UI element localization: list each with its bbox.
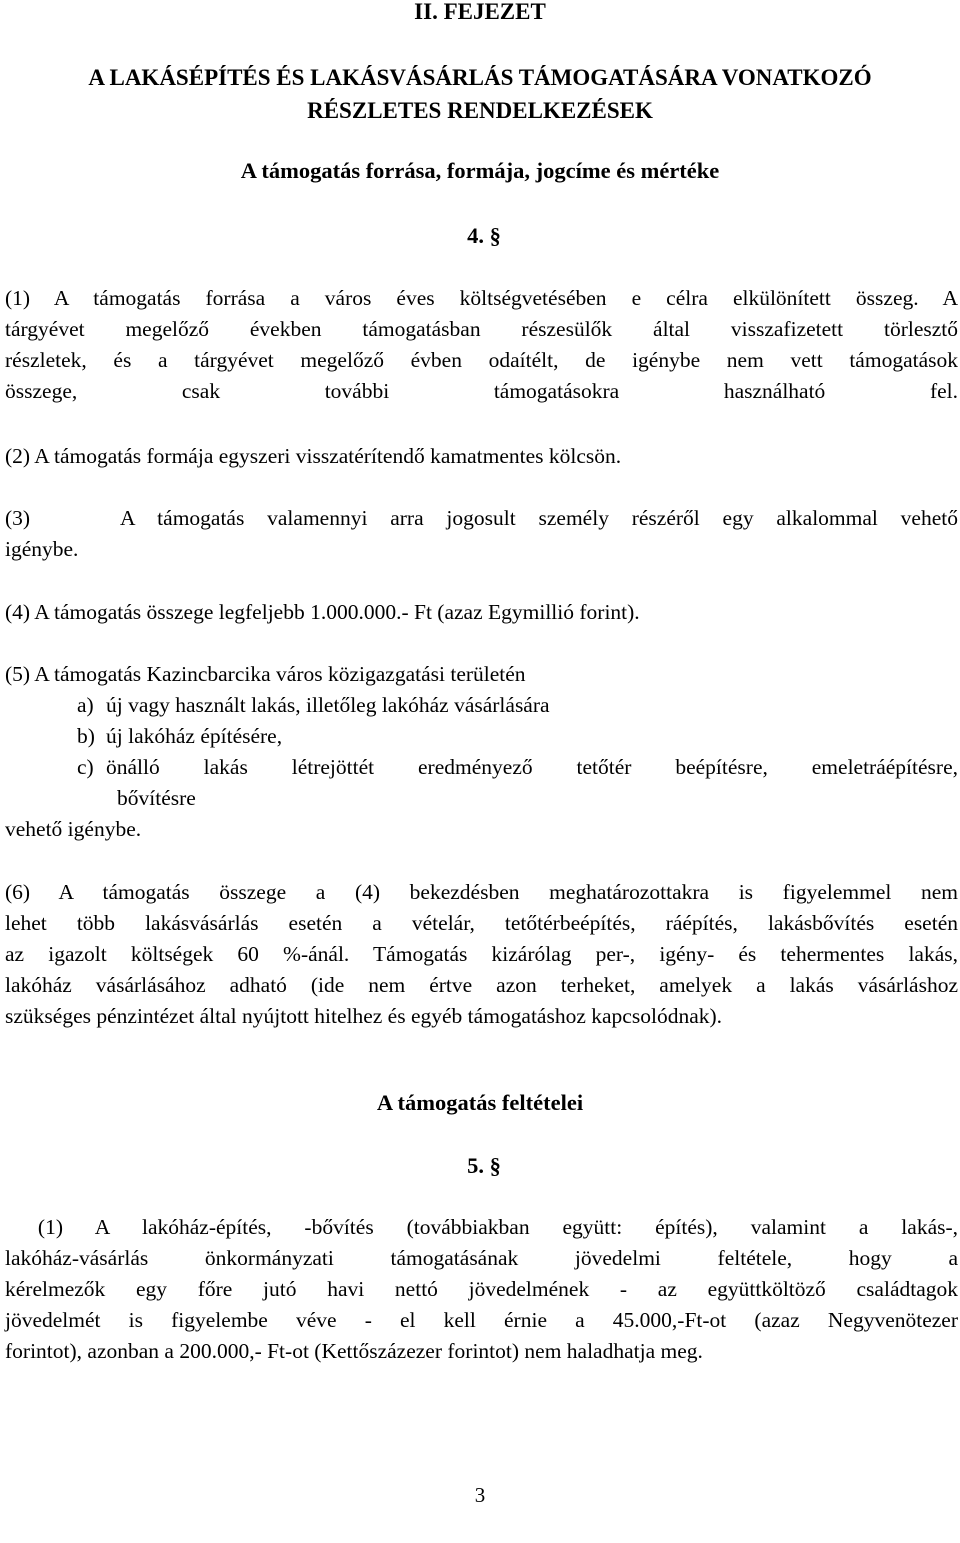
s4p5-outro: vehető igénybe. [5, 817, 142, 841]
section-4-paragraph-4: (4) A támogatás összege legfeljebb 1.000.000.- Ft (azaz Egymillió forint). [5, 600, 640, 624]
s5p1-line-3: kérelmezők egy főre jutó havi nettó jövedelmének - az együttköltöző családtagok [5, 1277, 958, 1301]
section-5-number: 5. § [467, 1153, 501, 1178]
s4p6-line-1: (6) A támogatás összege a (4) bekezdésben meghatározottakra is figyelemmel nem [5, 880, 958, 904]
section-4-paragraph-5 [5, 659, 958, 845]
s4p6-line-3: az igazolt költségek 60 %-ánál. Támogatás kizárólag per-, igény- és tehermentes lakás, [5, 942, 958, 966]
s4p3-line-1: (3) A támogatás valamennyi arra jogosult személy részéről egy alkalommal vehető [5, 506, 958, 530]
s4p1-line-1: (1) A támogatás forrása a város éves költségvetésében e célra elkülönített összeg. A [5, 286, 958, 310]
s4p5-intro: (5) A támogatás Kazincbarcika város közigazgatási területén [5, 662, 526, 686]
section-4-paragraph-3 [5, 503, 958, 565]
s4p6-line-4: lakóház vásárlásához adható (ide nem értve azon terheket, amelyek a lakás vásárláshoz [5, 973, 958, 997]
s4p5-item-c: c) önálló lakás létrejöttét eredményező tetőtér beépítésre, emeletráépítésre, [77, 755, 958, 779]
chapter-heading: II. FEJEZET [414, 0, 546, 24]
section-5-paragraph-1 [5, 1212, 958, 1367]
s5p1-line-4: jövedelmét is figyelembe véve - el kell érnie a 45.000,-Ft-ot (azaz Negyvenötezer [5, 1308, 958, 1332]
section-4-heading: A támogatás forrása, formája, jogcíme és mértéke [240, 158, 720, 183]
s4p1-line-3: részletek, és a tárgyévet megelőző évben odaítélt, de igénybe nem vett támogatások [5, 348, 958, 372]
s4p5-item-c-continuation: bővítésre [117, 786, 196, 810]
chapter-title-line-2: RÉSZLETES RENDELKEZÉSEK [307, 98, 653, 123]
section-4-paragraph-2: (2) A támogatás formája egyszeri visszatérítendő kamatmentes kölcsön. [5, 444, 622, 468]
chapter-title-line-1: A LAKÁSÉPÍTÉS ÉS LAKÁSVÁSÁRLÁS TÁMOGATÁSÁRA VONATKOZÓ [88, 65, 872, 90]
section-5-heading: A támogatás feltételei [376, 1090, 584, 1115]
s4p1-line-4: összege, csak további támogatásokra használható fel. [5, 379, 958, 403]
s5p1-line-5: forintot), azonban a 200.000,- Ft-ot (Kettőszázezer forintot) nem haladhatja meg. [5, 1339, 703, 1363]
s4p1-line-2: tárgyévet megelőző években támogatásban részesülők által visszafizetett törlesztő [5, 317, 958, 341]
section-4-paragraph-6 [5, 877, 958, 1032]
s4p5-item-b: b) új lakóház építésére, [77, 724, 283, 748]
s4p5-item-a: a) új vagy használt lakás, illetőleg lakóház vásárlására [77, 693, 550, 717]
section-4-paragraph-1 [5, 283, 958, 407]
section-4-number: 4. § [467, 223, 501, 248]
chapter-title [0, 61, 960, 127]
s5p1-line-1: (1) A lakóház-építés, -bővítés (továbbiakban együtt: építés), valamint a lakás-, [5, 1215, 959, 1239]
s4p6-line-2: lehet több lakásvásárlás esetén a vételár, tetőtérbeépítés, ráépítés, lakásbővítés esetén [5, 911, 958, 935]
page-number: 3 [474, 1483, 486, 1507]
s4p3-line-2: igénybe. [5, 537, 79, 561]
s4p6-line-5: szükséges pénzintézet által nyújtott hitelhez és egyéb támogatáshoz kapcsolódnak). [5, 1004, 723, 1028]
s5p1-line-2: lakóház-vásárlás önkormányzati támogatásának jövedelmi feltétele, hogy a [5, 1246, 958, 1270]
